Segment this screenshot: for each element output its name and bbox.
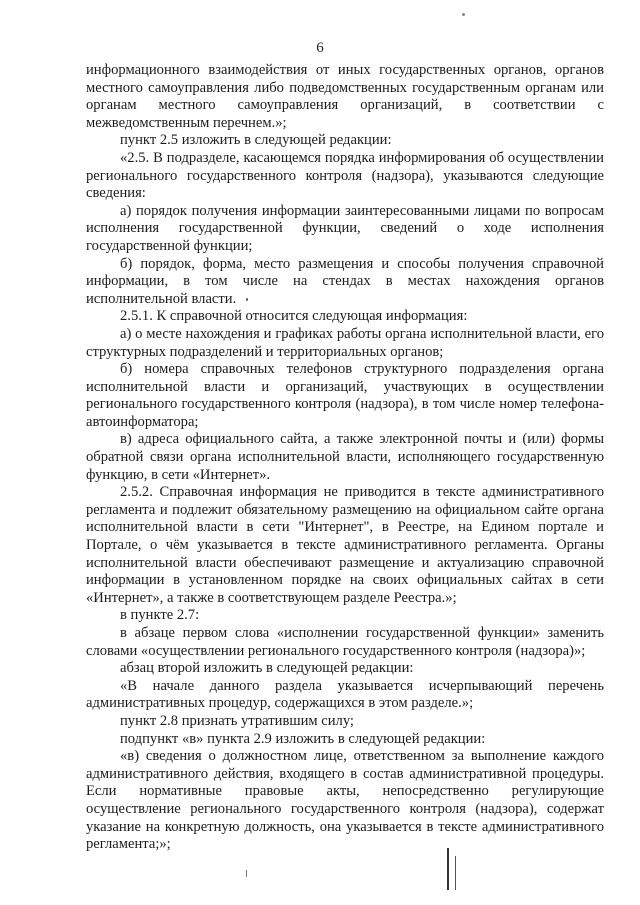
scan-speck (246, 298, 248, 301)
scan-margin-mark (447, 848, 449, 890)
paragraph-abzac-first: в абзаце первом слова «исполнении государственной функции» заменить словами «осуществлении регионального государственного контроля (надзора)»; (86, 625, 604, 659)
paragraph-instruction: пункт 2.5 изложить в следующей редакции: (120, 132, 392, 149)
document-body (86, 62, 604, 854)
paragraph-2-5: «2.5. В подразделе, касающемся порядка информирования об осуществлении регионального государственного контроля (надзора), указываются следующие сведения: (86, 149, 604, 202)
paragraph-quote-official: «в) сведения о должностном лице, ответственном за выполнение каждого административного действия, входящего в состав административной процедуры. Если нормативные правовые акты, непосредственно регулирующие осуществление регионального государственного контроля (надзора), содержат указание на конкретную должность, она указывается в тексте административного регламента;»; (86, 748, 604, 853)
paragraph-continuation: информационного взаимодействия от иных государственных органов, органов местного самоуправления либо подведомственных государственным органам или органам местного самоуправления организаций, в соответствии с межведомственным перечнем.»; (86, 62, 604, 131)
paragraph-subpoint-v: подпункт «в» пункта 2.9 изложить в следующей редакции: (120, 730, 486, 747)
page-number: 6 (316, 40, 324, 56)
paragraph-item-b: б) порядок, форма, место размещения и способы получения справочной информации, в том числе на стендах в местах нахождения органов исполнительной власти. (86, 255, 604, 307)
paragraph-item-v-website: в) адреса официального сайта, а также электронной почты и (или) формы обратной связи органа исполнительной власти, исполняющего государственную функцию, в сети «Интернет». (86, 431, 604, 483)
scan-artifact-tick (246, 870, 247, 877)
paragraph-2-5-1: 2.5.1. К справочной относится следующая информация: (120, 308, 468, 325)
paragraph-quote-section: «В начале данного раздела указывается исчерпывающий перечень административных процедур, содержащихся в этом разделе.»; (86, 677, 604, 712)
paragraph-point-2-8: пункт 2.8 признать утратившим силу; (120, 712, 354, 729)
paragraph-item-a: а) порядок получения информации заинтересованными лицами по вопросам исполнения государственной функции, сведений о ходе исполнения государственной функции; (86, 202, 604, 254)
paragraph-item-a-location: а) о месте нахождения и графиках работы органа исполнительной власти, его структурных подразделений и территориальных органов; (86, 325, 604, 360)
paragraph-abzac-second: абзац второй изложить в следующей редакции: (120, 660, 414, 677)
scan-margin-mark-thin (455, 856, 456, 890)
paragraph-2-5-2: 2.5.2. Справочная информация не приводится в тексте административного регламента и подлежит обязательному размещению на официальном сайте органа исполнительной власти в сети "Интернет", в Реестре, на Едином портале и Портале, о чём указывается в тексте административного регламента. Органы исполнительной власти обеспечивают размещение и актуализацию справочной информации в установленном порядке на своих официальных сайтах в сети «Интернет», а также в соответствующем разделе Реестра.»; (86, 484, 604, 606)
paragraph-item-b-phones: б) номера справочных телефонов структурного подразделения органа исполнительной власти и организаций, участвующих в осуществлении регионального государственного контроля (надзора), в том числе номер телефона-автоинформатора; (86, 361, 604, 430)
scan-speck (462, 13, 465, 16)
paragraph-point-2-7: в пункте 2.7: (120, 607, 200, 624)
